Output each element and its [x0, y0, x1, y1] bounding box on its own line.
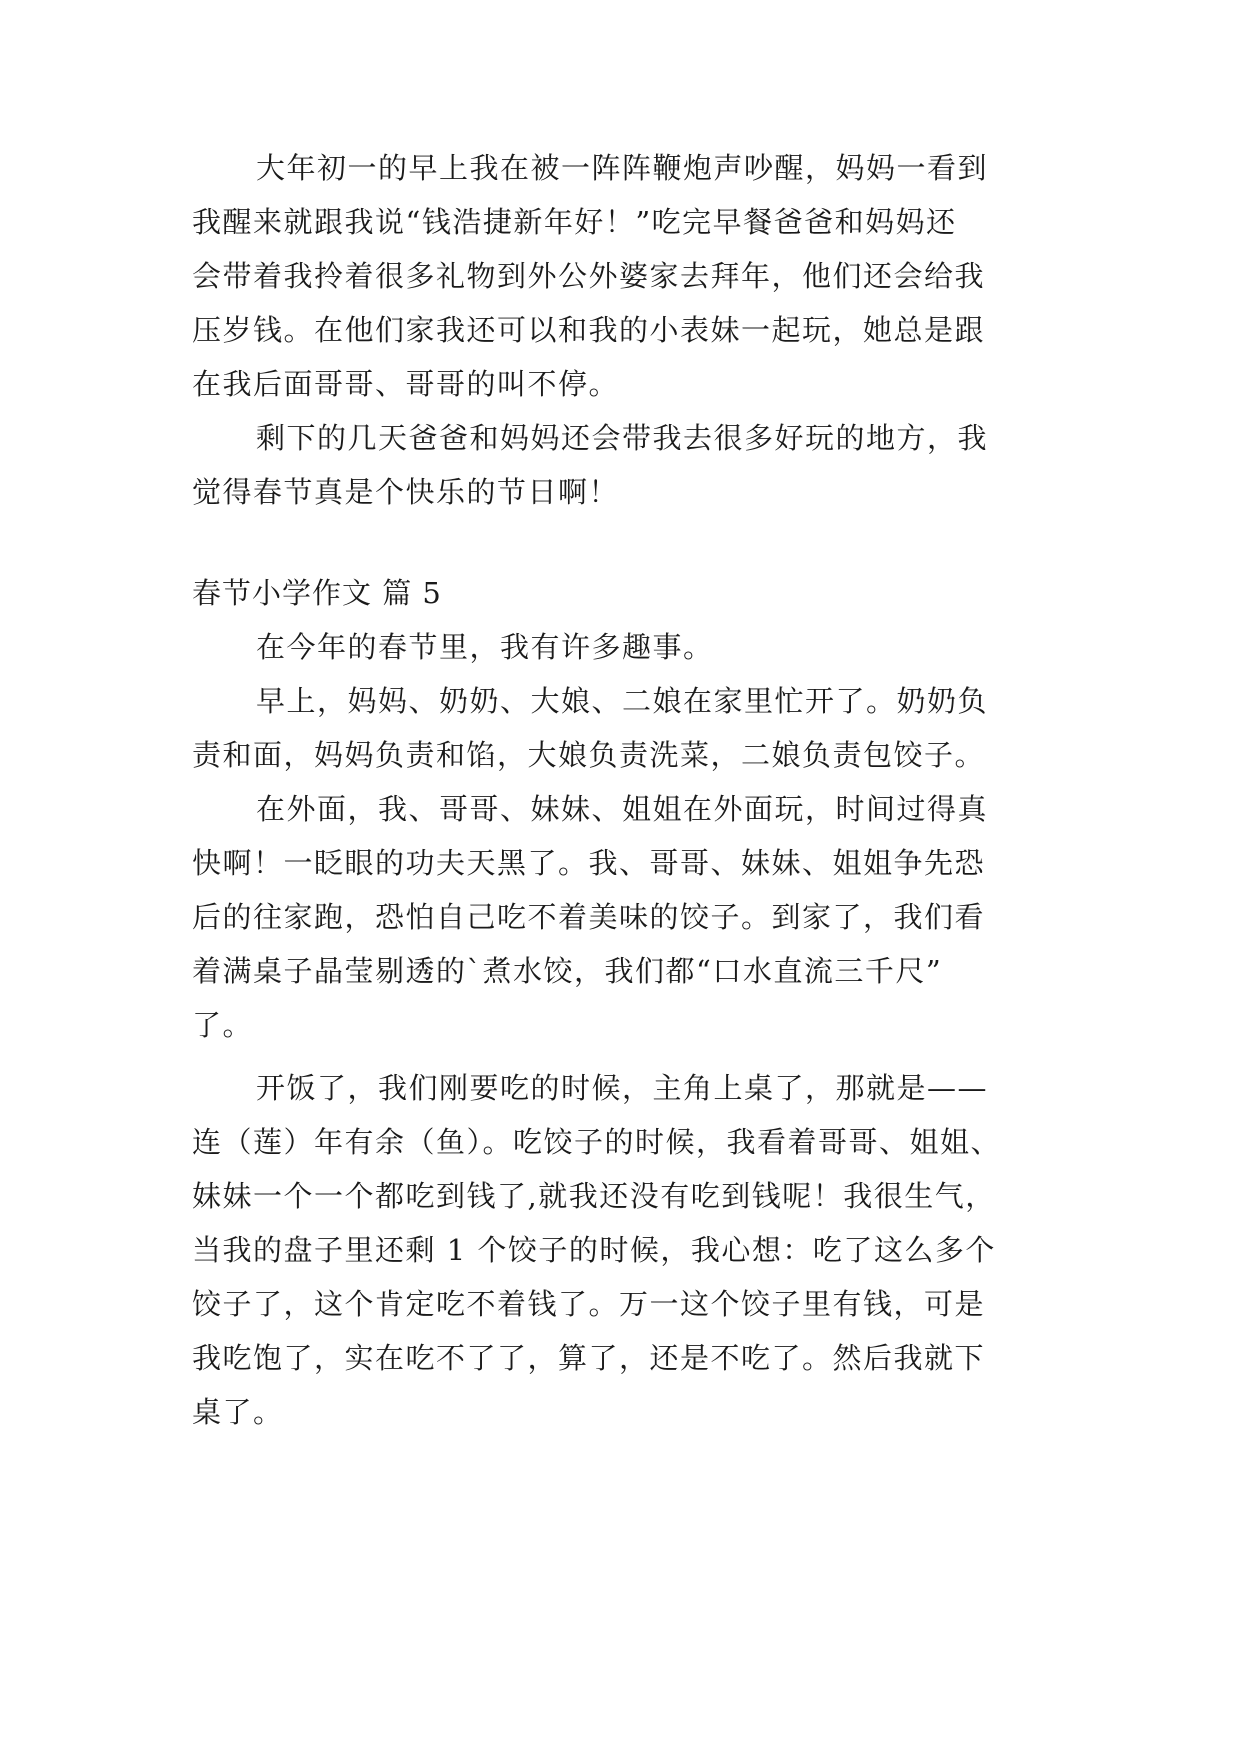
paragraph-line: 早上，妈妈、奶奶、大娘、二娘在家里忙开了。奶奶负 [256, 684, 989, 718]
paragraph-line: 压岁钱。在他们家我还可以和我的小表妹一起玩，她总是跟 [192, 313, 986, 347]
paragraph-line: 在外面，我、哥哥、妹妹、姐姐在外面玩，时间过得真 [256, 792, 989, 826]
paragraph-line: 后的往家跑，恐怕自己吃不着美味的饺子。到家了，我们看 [192, 900, 986, 934]
section-title: 春节小学作文 篇 5 [192, 576, 442, 610]
paragraph-line: 快啊！一眨眼的功夫天黑了。我、哥哥、妹妹、姐姐争先恐 [192, 846, 986, 880]
paragraph-line: 大年初一的早上我在被一阵阵鞭炮声吵醒，妈妈一看到 [256, 151, 989, 185]
paragraph-line: 饺子了，这个肯定吃不着钱了。万一这个饺子里有钱，可是 [192, 1287, 986, 1321]
paragraph-line: 连（莲）年有余（鱼）。吃饺子的时候，我看着哥哥、姐姐、 [192, 1125, 1002, 1159]
paragraph-line: 当我的盘子里还剩 1 个饺子的时候，我心想：吃了这么多个 [192, 1233, 996, 1267]
paragraph-line: 觉得春节真是个快乐的节日啊！ [192, 475, 620, 509]
paragraph-line: 在今年的春节里，我有许多趣事。 [256, 630, 714, 664]
paragraph-line: 桌了。 [192, 1395, 284, 1429]
paragraph-line: 责和面，妈妈负责和馅，大娘负责洗菜，二娘负责包饺子。 [192, 738, 986, 772]
paragraph-line: 开饭了，我们刚要吃的时候，主角上桌了，那就是—— [256, 1071, 989, 1105]
paragraph-line: 剩下的几天爸爸和妈妈还会带我去很多好玩的地方，我 [256, 421, 989, 455]
paragraph-line: 妹妹一个一个都吃到钱了,就我还没有吃到钱呢！我很生气， [192, 1179, 996, 1213]
paragraph-line: 在我后面哥哥、哥哥的叫不停。 [192, 367, 620, 401]
paragraph-line: 我吃饱了，实在吃不了了，算了，还是不吃了。然后我就下 [192, 1341, 986, 1375]
paragraph-line: 我醒来就跟我说“钱浩捷新年好！”吃完早餐爸爸和妈妈还 [192, 205, 957, 239]
paragraph-line: 了。 [192, 1008, 254, 1042]
paragraph-line: 会带着我拎着很多礼物到外公外婆家去拜年，他们还会给我 [192, 259, 986, 293]
paragraph-line: 着满桌子晶莹剔透的`煮水饺，我们都“口水直流三千尺” [192, 954, 943, 988]
